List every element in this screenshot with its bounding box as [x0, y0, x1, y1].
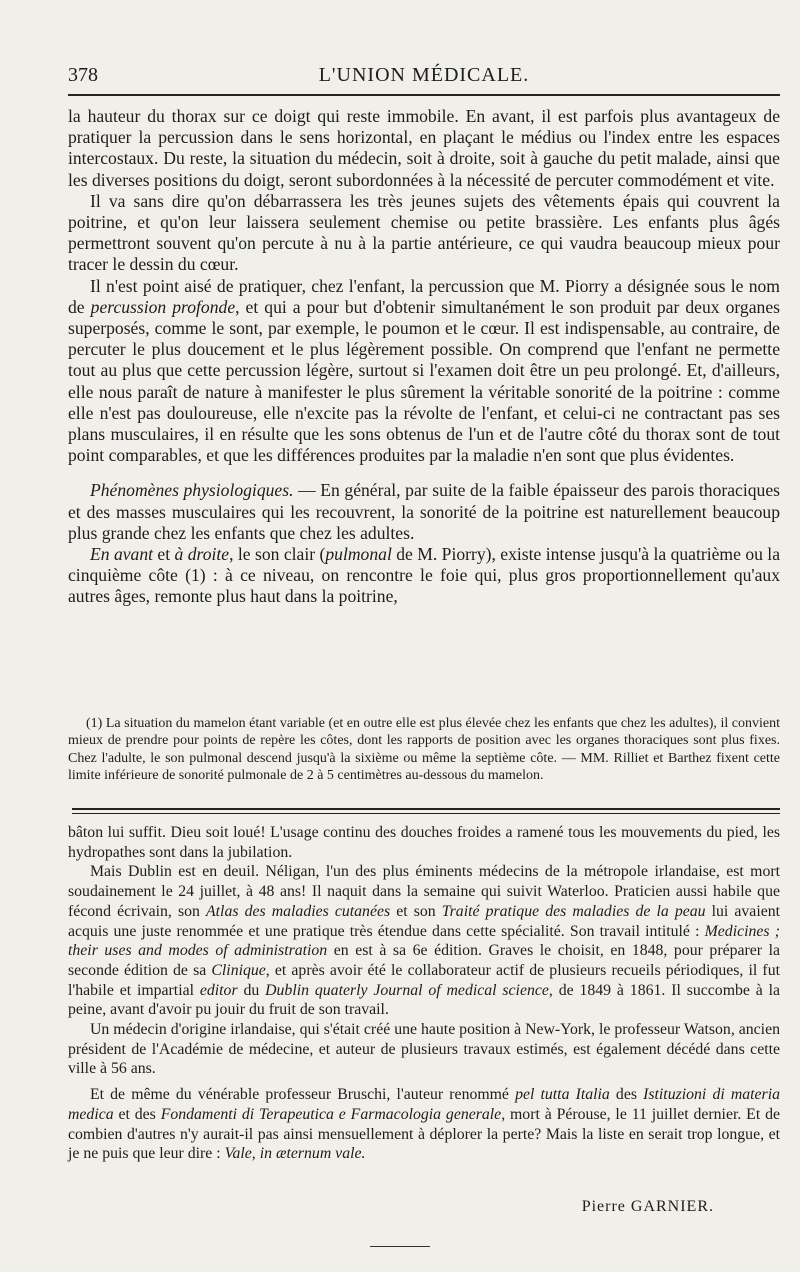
- running-head: L'UNION MÉDICALE.: [318, 64, 530, 86]
- footnote-text: (1) La situation du mamelon étant variable (et en outre elle est plus élevée chez les enfants que chez les adultes), il convient mieux de prendre pour points de repère les côtes, dont les rapports de position avec les organes thoraciques sont plus fixes. Chez l'adulte, le son pulmonal descend jusqu'à la sixième ou même la septième côte. — MM. Rilliet et Barthez fixent cette limite inférieure de sonorité pulmonale de 2 à 5 centimètres au-dessous du mamelon.: [68, 716, 780, 784]
- text-run: lui avaient acquis une juste renommée et une pratique très étendue dans cette spécialité. Son travail intitulé :: [68, 902, 781, 940]
- text-run: , le son clair (: [229, 544, 326, 565]
- text-run: Et de même du vénérable professeur Bruschi, l'auteur renommé: [90, 1086, 516, 1104]
- author-signature: Pierre GARNIER.: [581, 1198, 714, 1215]
- page-header: [68, 64, 780, 90]
- text-run: Mais Dublin est en deuil. Néligan, l'un des plus éminents médecins de la métropole irlandaise, est mort soudainement le 24 juillet, à 48 ans! Il naquit dans la semaine qui suivit Waterloo. Praticien aussi habile que fécond écrivain, son: [68, 863, 780, 920]
- text-run: , mort à Pérouse, le 11 juillet dernier. Et de combien d'autres n'y aurait-il pas ainsi mensuellement à déplorer la perte? Mais la liste en serait trop longue, et je ne puis que leur dire :: [68, 1105, 780, 1163]
- italic-term: editor: [199, 981, 238, 999]
- italic-title: Istituzioni di materia medica: [68, 1086, 780, 1123]
- paragraph: Il va sans dire qu'on débarrassera les très jeunes sujets des vêtements épais qui couvrent la poitrine, et qu'on leur laissera seulement chemise ou petite brassière. Les enfants plus âgés permettront souvent qu'on percute à nu à la partie antérieure, ce qui vaudra beaucoup mieux pour tracer le dessin du cœur.: [68, 190, 780, 275]
- italic-title: Fondamenti di Terapeutica e Farmacologia generale: [160, 1105, 502, 1123]
- text-run: du: [237, 981, 266, 999]
- feuilleton-rule-top: [72, 808, 780, 810]
- text-run: en est à sa 6e édition. Graves le choisit, en 1848, pour préparer la seconde édition de sa: [68, 942, 781, 979]
- italic-term: percussion profonde: [90, 296, 236, 317]
- paragraph: Un médecin d'origine irlandaise, qui s'était créé une haute position à New-York, le professeur Watson, ancien président de l'Académie de médecine, et auteur de plusieurs travaux estimés, est également décédé dans cette ville à 56 ans.: [68, 1021, 780, 1078]
- text-run: , de 1849 à 1861. Il succombe à la peine, avant d'avoir pu jouir du fruit de son travail.: [68, 981, 781, 1019]
- paragraph: [68, 544, 780, 608]
- italic-term: pulmonal: [325, 544, 392, 565]
- main-article: [68, 106, 780, 608]
- paragraph: la hauteur du thorax sur ce doigt qui reste immobile. En avant, il est parfois plus avantageux de pratiquer la percussion dans le sens horizontal, en plaçant le médius ou l'index entre les espaces intercostaux. Du reste, la situation du médecin, soit à droite, soit à gauche du petit malade, ainsi que les diverses positions du doigt, seront subordonnées à la nécessité de percuter commodément et vite.: [68, 106, 780, 190]
- section-paragraph: [68, 480, 780, 544]
- text-run: Il n'est point aisé de pratiquer, chez l'enfant, la percussion que M. Piorry a désignée sous le nom de: [68, 275, 780, 317]
- italic-title: Clinique: [211, 961, 266, 979]
- italic-term: En avant: [90, 544, 154, 565]
- feuilleton-section: [68, 823, 780, 1164]
- italic-term: pel tutta Italia: [515, 1086, 610, 1104]
- text-run: des: [609, 1086, 644, 1104]
- italic-title: Medicines ; their uses and modes of administration: [68, 922, 780, 960]
- end-rule: [370, 1246, 430, 1247]
- text-run: de M. Piorry), existe intense jusqu'à la quatrième ou la cinquième côte (1) : à ce niveau, on rencontre le foie qui, plus gros proportionnellement qu'aux autres âges, remonte plus haut dans la poitrine,: [68, 544, 781, 607]
- italic-title: Dublin quaterly Journal of medical science: [265, 981, 549, 999]
- italic-term: à droite: [174, 544, 230, 565]
- page-number: 378: [68, 64, 98, 86]
- text-run: — En général, par suite de la faible épaisseur des parois thoraciques et des masses musculaires qui les recouvrent, la sonorité de la poitrine est naturellement beaucoup plus grande chez les enfants que chez les adultes.: [68, 480, 781, 543]
- paragraph: [68, 276, 780, 467]
- text-run: , et qui a pour but d'obtenir simultanément le son produit par deux organes superposés, comme le sont, par exemple, le poumon et le cœur. Il est indispensable, au contraire, de percuter le plus doucement et le plus légèrement possible. On comprend que l'enfant ne permette tout au plus que cette percussion légère, surtout si l'examen doit être un peu prolongé. Et, d'ailleurs, elle nous paraît de nature à manifester le plus sûrement la véritable sonorité de la poitrine : comme elle n'est pas douloureuse, elle n'excite pas la révolte de l'enfant, et celui-ci ne contractant pas ses plans musculaires, il en résulte que les sons obtenus de l'un et de l'autre côté du thorax sont de tout point comparables, et que les différences produites par la maladie n'en sont que plus évidentes.: [68, 296, 780, 466]
- paragraph: [68, 862, 780, 1020]
- footnote: [68, 715, 780, 785]
- section-heading: Phénomènes physiologiques.: [90, 480, 294, 501]
- italic-title: Atlas des maladies cutanées: [206, 902, 391, 920]
- text-run: et: [153, 544, 175, 565]
- text-run: et des: [113, 1105, 161, 1123]
- italic-title: Traité pratique des maladies de la peau: [441, 902, 706, 920]
- paragraph: [68, 1085, 780, 1164]
- italic-quote: Vale, in æternum vale.: [224, 1145, 366, 1163]
- text-run: et son: [390, 902, 442, 920]
- paragraph: bâton lui suffit. Dieu soit loué! L'usage continu des douches froides a ramené tous les mouvements du pied, les hydropathes sont dans la jubilation.: [68, 824, 780, 861]
- header-rule: [68, 94, 780, 96]
- feuilleton-rule-bottom: [72, 813, 780, 814]
- text-run: , et après avoir été le collaborateur actif de plusieurs recueils périodiques, il fut l'habile et impartial: [68, 961, 780, 999]
